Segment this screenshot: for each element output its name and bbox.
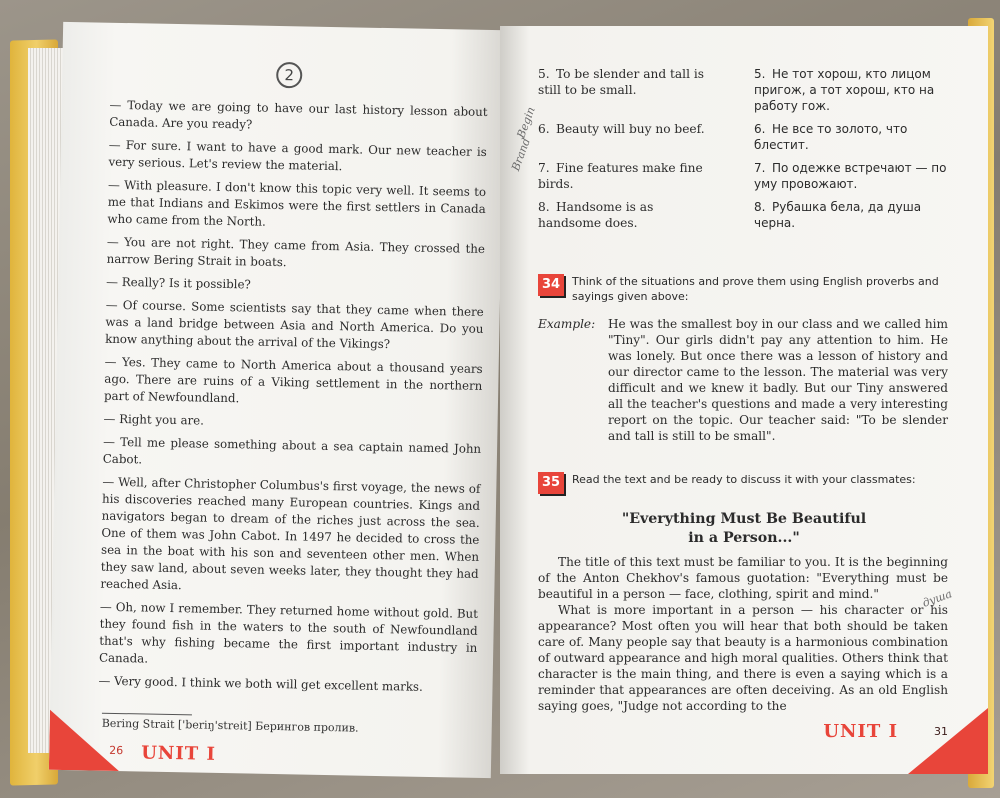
dialogue-line: — Of course. Some scientists say that they came when there was a land bridge between Asia and North America. Do you know anything about the arrival of the Vikings? [105, 297, 484, 352]
proverb-number: 6. [538, 122, 550, 136]
unit-label-right: UNIT I [823, 721, 898, 742]
story-paragraph: The title of this text must be familiar to you. It is the beginning of the Anton Chekhov's famous guotation: "Everything must be beautiful in a person — face, clothing, spirit and mind." [538, 555, 948, 601]
handwritten-note: Brand [509, 136, 533, 173]
dialogue-line: — Yes. They came to North America about a thousand years ago. There are ruins of a Viking settlement in the northern part of Newfoundland. [103, 354, 483, 406]
dialogue-line: — For sure. I want to have a good mark. Our new teacher is very serious. Let's review the material. [108, 137, 487, 174]
task-number-badge: 34 [538, 274, 564, 296]
proverb-number: 6. [754, 122, 766, 136]
proverb-russian: Рубашка бела, да душа черна. [754, 200, 922, 230]
proverb-russian: Не все то золото, что блестит. [754, 122, 908, 152]
proverb-number: 8. [538, 200, 550, 214]
handwritten-note: Begin [514, 105, 538, 140]
proverb-number: 5. [754, 67, 766, 81]
dialogue-line: — Very good. I think we both will get excellent marks. [98, 673, 423, 694]
dialogue-line: — Well, after Christopher Columbus's first voyage, the news of his discoveries reached many European countries. Kings and navigators began to dream of the riches just across the sea. One of them was John Cabot. In 1497 he decided to cross the sea in the boat with his son and seventeen other men. When they saw land, about seven weeks later, they thought they had reached Asia. [100, 474, 481, 593]
proverb-row [538, 160, 968, 192]
story-title-line-1: "Everything Must Be Beautiful [621, 511, 867, 527]
proverb-row [538, 66, 968, 114]
dialogue-line: — Really? Is it possible? [106, 274, 251, 292]
dialogue-line: — Right you are. [103, 411, 205, 428]
story-title-line-2: in a Person..." [688, 530, 800, 546]
footer-band-left [49, 710, 250, 774]
story-title [500, 510, 988, 548]
page-number-left: 26 [109, 743, 124, 758]
handwritten-note: душа [920, 587, 954, 610]
example-text: He was the smallest boy in our class and we called him "Tiny". Our girls didn't pay any attention to him. He was lonely. But once there was a lesson of history and our director came to the lesson. The material was very difficult and we knew it badly. But our Tiny answered all the teacher's questions and made a very interesting report on the topic. Our teacher said: "To be slender and tall is still to be small". [608, 317, 948, 443]
red-triangle-decoration [908, 708, 988, 774]
task-instruction: Read the text and be ready to discuss it with your classmates: [572, 473, 916, 486]
story-paragraph: What is more important in a person — his character or his appearance? Most often you will hear that both should be taken care of. Many people say that beauty is a harmonious combination of outward appearance and high moral qualities. Others think that character is the main thing, and there is even a saying which is a reminder that appearances are often deceiving. As an old English saying goes, "Judge not according to the [538, 603, 948, 713]
example-block [538, 316, 948, 444]
dialogue-line: — Today we are going to have our last history lesson about Canada. Are you ready? [109, 97, 488, 132]
dialogue-text [98, 97, 487, 703]
proverb-english: Beauty will buy no beef. [556, 122, 705, 136]
dialogue-line: — Tell me please something about a sea captain named John Cabot. [102, 434, 482, 467]
task-instruction: Think of the situations and prove them using English proverbs and sayings given above: [572, 275, 939, 303]
proverb-row [538, 121, 968, 153]
proverb-number: 8. [754, 200, 766, 214]
proverb-number: 7. [538, 161, 550, 175]
dialogue-line: — You are not right. They came from Asia. They crossed the narrow Bering Strait in boats. [106, 234, 486, 270]
right-page [500, 26, 988, 774]
task-34 [538, 274, 958, 304]
proverb-english: Fine features make fine birds. [538, 161, 703, 191]
task-number-badge: 35 [538, 472, 564, 494]
story-text [538, 554, 948, 714]
proverb-english: Handsome is as handsome does. [538, 200, 654, 230]
proverb-russian: По одежке встречают — по уму провожают. [754, 161, 947, 191]
proverb-english: To be slender and tall is still to be small. [538, 67, 704, 97]
proverb-russian: Не тот хорош, кто лицом пригож, а тот хорош, кто на работу гож. [754, 67, 935, 113]
dialogue-line: — With pleasure. I don't know this topic very well. It seems to me that Indians and Eskimos were the first settlers in Canada who came from the North. [107, 177, 487, 229]
task-35 [538, 472, 958, 494]
example-label: Example: [538, 317, 596, 331]
page-number-right: 31 [934, 725, 948, 738]
red-triangle-decoration [49, 710, 120, 771]
proverb-number: 5. [538, 67, 550, 81]
unit-label-left: UNIT I [140, 742, 217, 765]
footnote: Bering Strait ['beriŋ'streit] Берингов пролив. [101, 716, 359, 735]
dialogue-line: — Oh, now I remember. They returned home without gold. But they found fish in the waters to the south of Newfoundland that's why fishing became the first important industry in Canada. [98, 599, 479, 666]
proverb-number: 7. [754, 161, 766, 175]
circled-section-number: 2 [276, 62, 302, 88]
proverbs-list [538, 66, 968, 238]
proverb-row [538, 199, 968, 231]
left-page [49, 22, 505, 778]
